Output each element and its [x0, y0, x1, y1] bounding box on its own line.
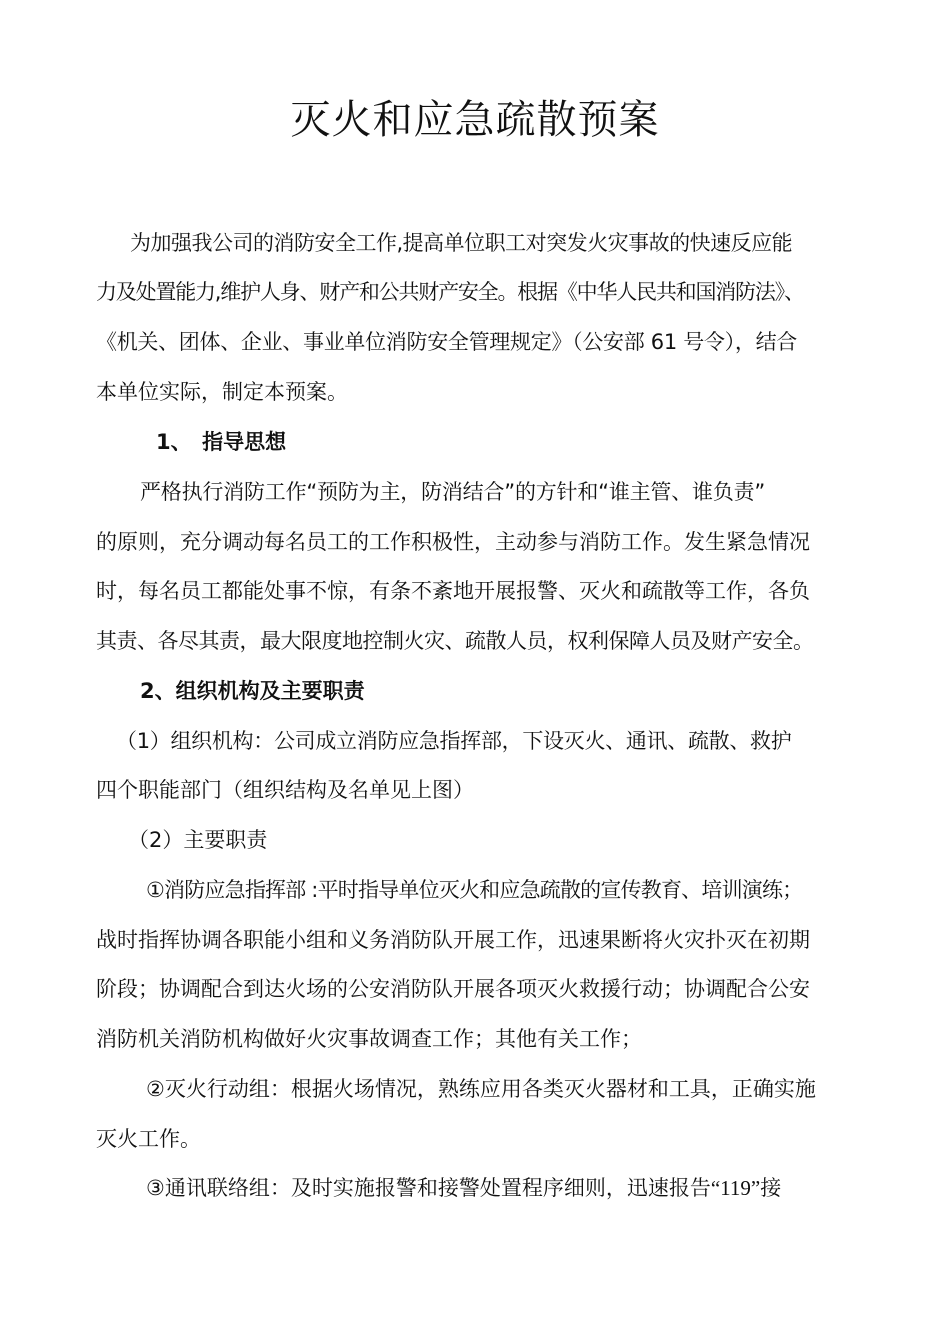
guideline-line-2: 的原则，充分调动每名员工的工作积极性，主动参与消防工作。发生紧急情况: [96, 530, 810, 554]
intro-line-4: 本单位实际，制定本预案。: [96, 380, 348, 404]
duty-1-line-4: 消防机关消防机构做好火灾事故调查工作；其他有关工作；: [96, 1027, 642, 1051]
duty-2-line-1: ②灭火行动组：根据火场情况，熟练应用各类灭火器材和工具，正确实施: [146, 1077, 816, 1101]
intro-line-1: 为加强我公司的消防安全工作,提高单位职工对突发火灾事故的快速反应能: [130, 231, 793, 255]
org-line-1: （1）组织机构：公司成立消防应急指挥部，下设灭火、通讯、疏散、救护: [116, 729, 792, 753]
intro-line-2: 力及处置能力,维护人身、财产和公共财产安全。根据《中华人民共和国消防法》、: [96, 280, 804, 304]
emergency-number: “119”: [710, 1176, 761, 1200]
duty-1-line-3: 阶段；协调配合到达火场的公安消防队开展各项灭火救援行动；协调配合公安: [96, 977, 810, 1001]
duty-1-line-2: 战时指挥协调各职能小组和义务消防队开展工作，迅速果断将火灾扑灭在初期: [96, 928, 810, 952]
duty-3-tail: 接: [760, 1176, 782, 1200]
duty-3-text: ③通讯联络组：及时实施报警和接警处置程序细则，迅速报告: [146, 1176, 711, 1200]
duty-3-line-1: [146, 1173, 781, 1203]
document-title: 灭火和应急疏散预案: [290, 97, 660, 143]
guideline-line-1: 严格执行消防工作“预防为主，防消结合”的方针和“谁主管、谁负责”: [140, 480, 766, 504]
section-heading-2: 2、组织机构及主要职责: [140, 679, 365, 703]
intro-line-3: 《机关、团体、企业、事业单位消防安全管理规定》（公安部 61 号令），结合: [96, 330, 797, 354]
org-line-2: 四个职能部门（组织结构及名单见上图）: [96, 778, 474, 802]
duty-1-line-1: ①消防应急指挥部 :平时指导单位灭火和应急疏散的宣传教育、培训演练；: [146, 878, 803, 902]
guideline-line-4: 其责、各尽其责，最大限度地控制火灾、疏散人员，权利保障人员及财产安全。: [96, 629, 814, 653]
duty-2-line-2: 灭火工作。: [96, 1127, 201, 1151]
duties-heading: （2）主要职责: [128, 828, 268, 852]
section-heading-1: 1、 指导思想: [156, 430, 287, 454]
guideline-line-3: 时，每名员工都能处事不惊，有条不紊地开展报警、灭火和疏散等工作，各负: [96, 579, 810, 603]
